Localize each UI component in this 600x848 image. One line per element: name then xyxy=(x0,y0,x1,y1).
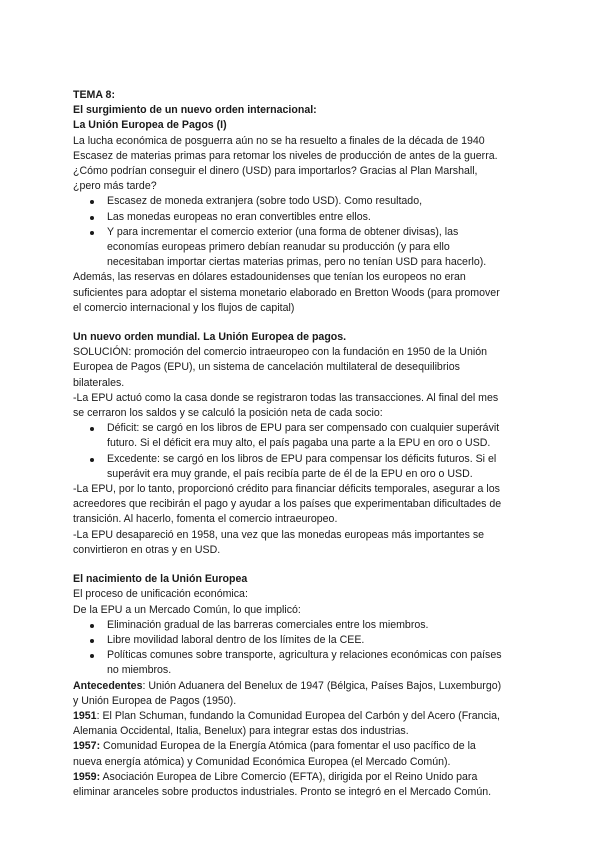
bullet-list xyxy=(73,421,535,482)
bullet-list xyxy=(73,618,535,679)
text-line: transición. Al hacerlo, fomenta el comercio intraeuropeo. xyxy=(73,513,338,526)
text-line: Además, las reservas en dólares estadounidenses que tenían los europeos no eran xyxy=(73,271,466,284)
text-line: -La EPU actuó como la casa donde se registraron todas las transacciones. Al final del mes xyxy=(73,391,499,404)
text-line xyxy=(73,679,535,694)
bullet-list xyxy=(73,194,535,270)
text-line: se cerraron los saldos y se calculó la posición neta de cada socio: xyxy=(73,407,383,420)
text-line: Alemania Occidental, Italia, Benelux) para integrar estas dos industrias. xyxy=(73,725,409,738)
text-line: Escasez de materias primas para retomar los niveles de producción de antes de la guerra. xyxy=(73,149,498,162)
text-line: Déficit: se cargó en los libros de EPU para ser compensado con cualquier superávit xyxy=(107,422,500,435)
text-line: Y para incrementar el comercio exterior (una forma de obtener divisas), las xyxy=(107,225,459,238)
text-line: economías europeas primero debían reanudar su producción (y para ello xyxy=(107,241,450,254)
text-line: Escasez de moneda extranjera (sobre todo USD). Como resultado, xyxy=(107,195,423,208)
text-line: -La EPU, por lo tanto, proporcionó crédito para financiar déficits temporales, asegurar a los xyxy=(73,483,500,496)
text-line: Excedente: se cargó en los libros de EPU para compensar los déficits futuros. Si el xyxy=(107,452,497,465)
text-line: futuro. Si el déficit era muy alto, el país pagaba una parte a la EPU en oro o USD. xyxy=(107,437,491,450)
paragraph-spacer xyxy=(73,558,535,572)
text-line: necesitaban importar ciertas materias primas, pero no tenían USD para hacerlo). xyxy=(107,256,487,269)
timeline-entry xyxy=(73,739,535,769)
text-line: Eliminación gradual de las barreras comerciales entre los miembros. xyxy=(107,618,429,631)
list-item xyxy=(73,618,535,633)
list-item xyxy=(73,452,535,482)
text-line: La lucha económica de posguerra aún no se ha resuelto a finales de la década de 1940 xyxy=(73,134,485,147)
entry-text: : El Plan Schuman, fundando la Comunidad Europea del Carbón y del Acero (Francia, xyxy=(96,709,500,722)
section-epu-intro xyxy=(73,134,535,316)
text-line xyxy=(73,709,535,724)
text-line: superávit era muy grande, el país recibía parte de él de la EPU en oro o USD. xyxy=(107,467,473,480)
text-line: suficientes para adoptar el sistema monetario elaborado en Bretton Woods (para promover xyxy=(73,286,500,299)
entry-label: Antecedentes xyxy=(73,679,143,692)
text-line: bilaterales. xyxy=(73,376,125,389)
text-line: eliminar aranceles sobre productos industriales. Pronto se integró en el Mercado Común. xyxy=(73,785,492,798)
text-line: Las monedas europeas no eran convertibles entre ellos. xyxy=(107,210,371,223)
text-line: no miembros. xyxy=(107,664,172,677)
page-title: El surgimiento de un nuevo orden internacional: xyxy=(73,104,317,117)
list-item xyxy=(73,421,535,451)
list-item xyxy=(73,194,535,209)
section-eu-birth xyxy=(73,572,535,800)
text-line: El proceso de unificación económica: xyxy=(73,588,248,601)
entry-text: Comunidad Europea de la Energía Atómica (para fomentar el uso pacífico de la xyxy=(100,740,476,753)
text-line: Políticas comunes sobre transporte, agricultura y relaciones económicas con países xyxy=(107,649,502,662)
paragraph-spacer xyxy=(73,316,535,330)
section-new-world-order xyxy=(73,330,535,558)
timeline-entry xyxy=(73,679,535,709)
entry-text: : Unión Aduanera del Benelux de 1947 (Bélgica, Países Bajos, Luxemburgo) xyxy=(142,679,502,692)
document-body xyxy=(73,88,535,800)
section-subtitle: La Unión Europea de Pagos (I) xyxy=(73,119,227,132)
text-line xyxy=(73,770,535,785)
list-item xyxy=(73,225,535,271)
timeline-entry xyxy=(73,770,535,800)
text-line: acreedores que recibirán el pago y ayudar a los países que experimentaban dificultades de xyxy=(73,498,502,511)
text-line: ¿pero más tarde? xyxy=(73,180,157,193)
topic-number: TEMA 8: xyxy=(73,89,115,101)
entry-label: 1959: xyxy=(73,770,101,783)
text-line: y Unión Europea de Pagos (1950). xyxy=(73,694,237,707)
entry-label: 1957: xyxy=(73,740,101,753)
list-item xyxy=(73,648,535,678)
text-line: SOLUCIÓN: promoción del comercio intraeuropeo con la fundación en 1950 de la Unión xyxy=(73,346,487,359)
section-heading: El nacimiento de la Unión Europea xyxy=(73,573,248,586)
text-line: Libre movilidad laboral dentro de los límites de la CEE. xyxy=(107,633,365,646)
text-line: ¿Cómo podrían conseguir el dinero (USD) para importarlos? Gracias al Plan Marshall, xyxy=(73,165,478,178)
text-line: convirtieron en otras y en USD. xyxy=(73,543,221,556)
entry-text: Asociación Europea de Libre Comercio (EFTA), dirigida por el Reino Unido para xyxy=(100,770,478,783)
text-line: Europea de Pagos (EPU), un sistema de cancelación multilateral de desequilibrios xyxy=(73,361,460,374)
text-line: nueva energía atómica) y Comunidad Económica Europea (el Mercado Común). xyxy=(73,755,451,768)
entry-label: 1951 xyxy=(73,709,97,722)
text-line: el comercio internacional y los flujos de capital) xyxy=(73,301,295,314)
section-heading: Un nuevo orden mundial. La Unión Europea de pagos. xyxy=(73,331,347,344)
list-item xyxy=(73,210,535,225)
text-line xyxy=(73,739,535,754)
list-item xyxy=(73,633,535,648)
timeline-entry xyxy=(73,709,535,739)
text-line: De la EPU a un Mercado Común, lo que implicó: xyxy=(73,603,301,616)
text-line: -La EPU desapareció en 1958, una vez que las monedas europeas más importantes se xyxy=(73,528,485,541)
